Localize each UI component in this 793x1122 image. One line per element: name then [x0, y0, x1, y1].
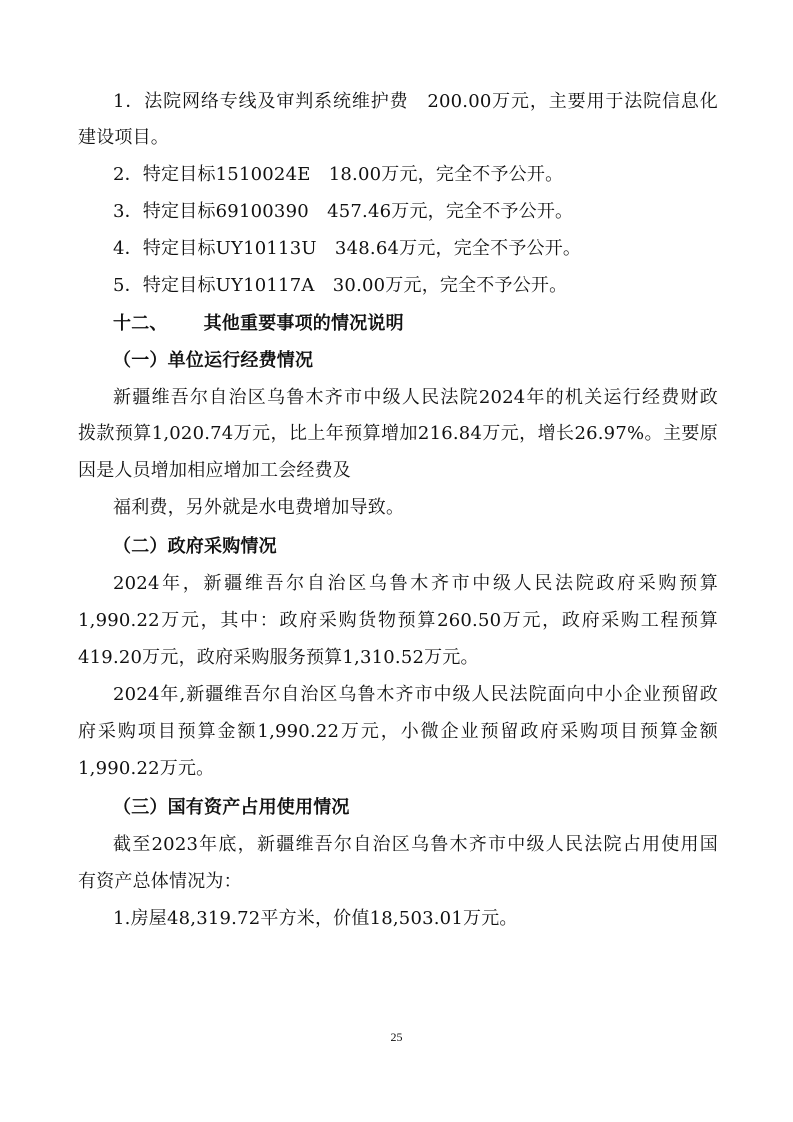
item-4: 4．特定目标UY10113U 348.64万元，完全不予公开。 — [113, 238, 582, 259]
item-1-line-1: 1．法院网络专线及审判系统维护费 200.00万元，主要用于法院信息化 — [113, 91, 718, 112]
sub2-p2-line-3: 1,990.22万元。 — [78, 758, 215, 779]
sub3-line-1: 截至2023年底，新疆维吾尔自治区乌鲁木齐市中级人民法院占用使用国 — [113, 834, 718, 855]
page-number: 25 — [390, 1030, 403, 1044]
sub2-p1-line-3: 419.20万元，政府采购服务预算1,310.52万元。 — [78, 647, 479, 668]
section-12-heading — [113, 312, 753, 336]
sub1-line-2: 拨款预算1,020.74万元，比上年预算增加216.84万元，增长26.97%。主要原 — [78, 423, 718, 444]
item-1-line-2: 建设项目。 — [78, 127, 169, 148]
sub1-line-1: 新疆维吾尔自治区乌鲁木齐市中级人民法院2024年的机关运行经费财政 — [113, 387, 718, 408]
section-12-title: 其他重要事项的情况说明 — [203, 313, 404, 334]
item-5: 5．特定目标UY10117A 30.00万元，完全不予公开。 — [113, 275, 568, 296]
item-2: 2．特定目标1510024E 18.00万元，完全不予公开。 — [113, 164, 564, 185]
sub2-p1-line-2: 1,990.22万元，其中：政府采购货物预算260.50万元，政府采购工程预算 — [78, 610, 718, 631]
sub1-line-4: 福利费，另外就是水电费增加导致。 — [113, 497, 405, 518]
sub2-p2-line-1: 2024年,新疆维吾尔自治区乌鲁木齐市中级人民法院面向中小企业预留政 — [113, 684, 718, 705]
subsection-2-title: （二）政府采购情况 — [113, 536, 277, 557]
subsection-3-title: （三）国有资产占用使用情况 — [113, 797, 350, 818]
sub3-line-2: 有资产总体情况为： — [78, 871, 242, 892]
sub3-line-3: 1.房屋48,319.72平方米，价值18,503.01万元。 — [113, 908, 518, 929]
item-3: 3．特定目标69100390 457.46万元，完全不予公开。 — [113, 201, 574, 222]
sub1-line-3: 因是人员增加相应增加工会经费及 — [78, 460, 351, 481]
sub2-p2-line-2: 府采购项目预算金额1,990.22万元，小微企业预留政府采购项目预算金额 — [78, 721, 718, 742]
section-12-number: 十二、 — [113, 313, 168, 334]
subsection-1-title: （一）单位运行经费情况 — [113, 350, 314, 371]
sub2-p1-line-1: 2024年，新疆维吾尔自治区乌鲁木齐市中级人民法院政府采购预算 — [113, 573, 718, 594]
